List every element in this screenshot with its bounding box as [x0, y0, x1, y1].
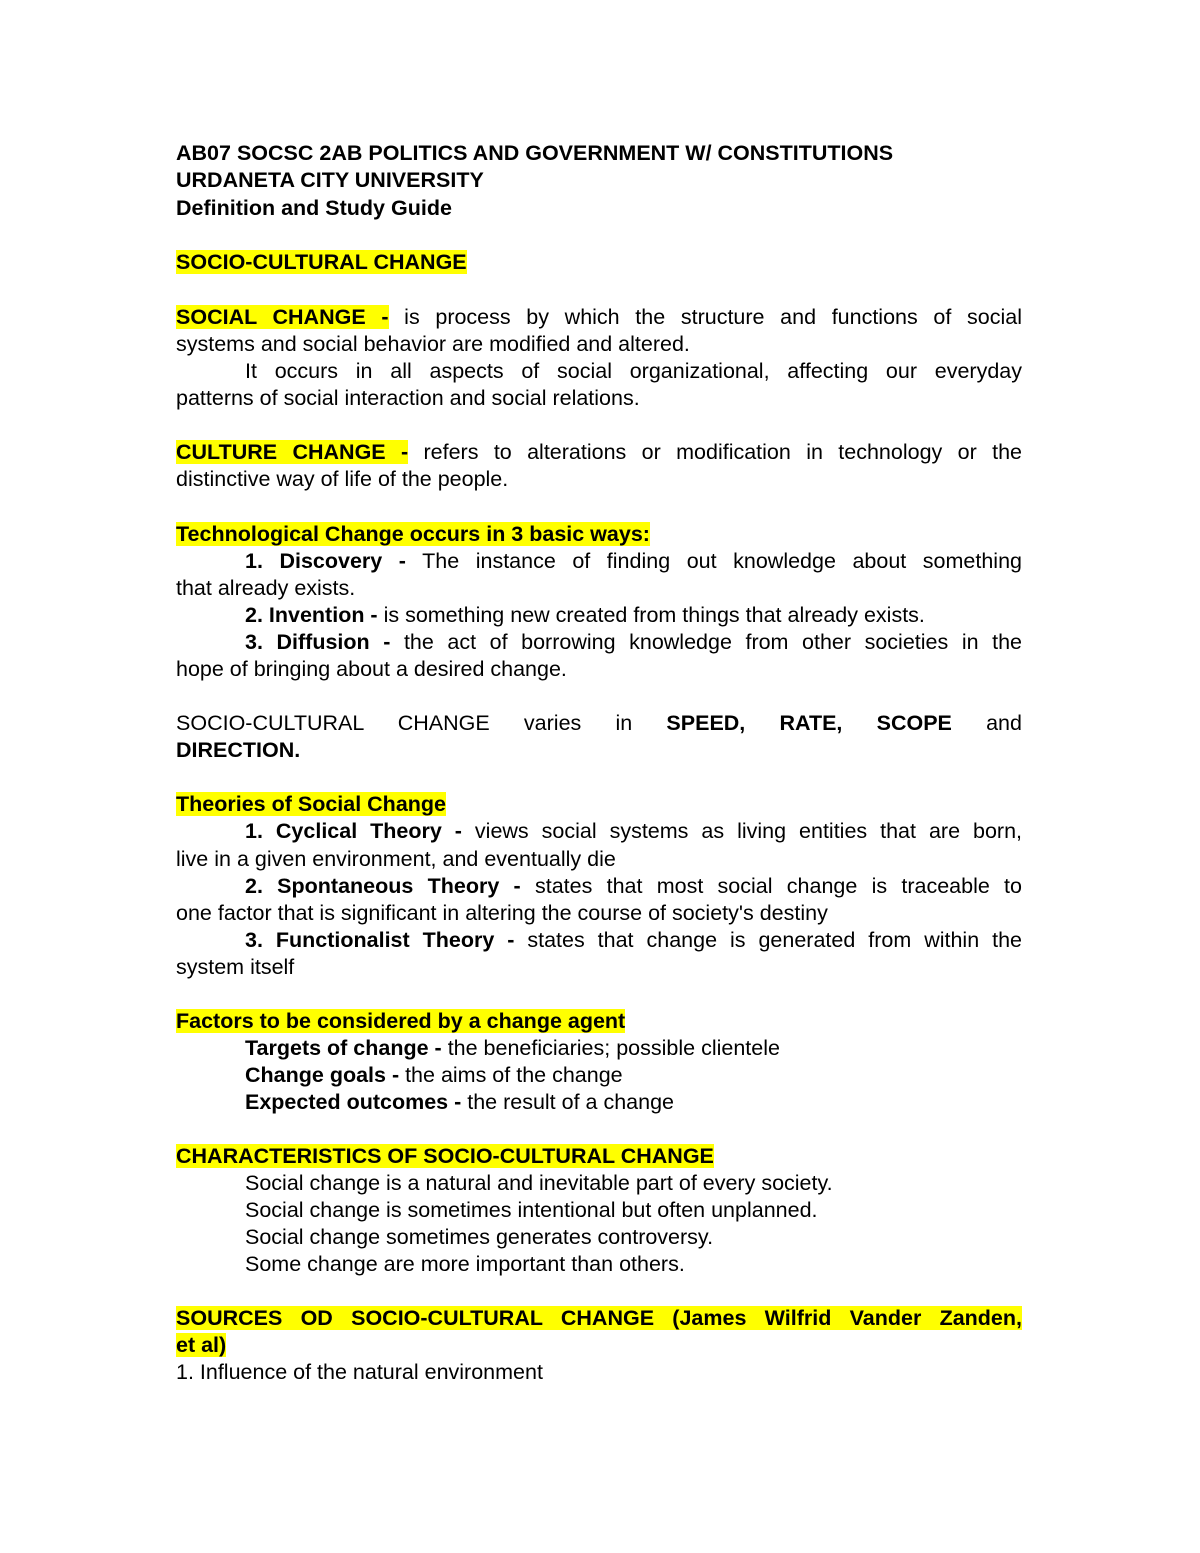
course-title: AB07 SOCSC 2AB POLITICS AND GOVERNMENT W/ CONSTITUTIONS	[176, 141, 894, 165]
tech-item-invention: 2. Invention - is something new created from things that already exists.	[245, 603, 925, 627]
social-change-term: SOCIAL CHANGE -	[176, 305, 389, 329]
sources-item: 1. Influence of the natural environment	[176, 1360, 543, 1384]
tech-item-diffusion-line-2: hope of bringing about a desired change.	[176, 657, 567, 681]
culture-change-definition: CULTURE CHANGE - refers to alterations or modification in technology or the	[176, 440, 1022, 464]
theory-cyclical-line-2: live in a given environment, and eventually die	[176, 847, 616, 871]
characteristics-heading: CHARACTERISTICS OF SOCIO-CULTURAL CHANGE	[176, 1144, 714, 1168]
factor-targets: Targets of change - the beneficiaries; possible clientele	[245, 1036, 780, 1060]
social-change-line-4: patterns of social interaction and social relations.	[176, 386, 640, 410]
theory-spontaneous: 2. Spontaneous Theory - states that most social change is traceable to	[245, 874, 1022, 898]
factor-outcomes: Expected outcomes - the result of a change	[245, 1090, 675, 1114]
factor-goals: Change goals - the aims of the change	[245, 1063, 623, 1087]
tech-item-discovery: 1. Discovery - The instance of finding out knowledge about something	[245, 549, 1023, 573]
characteristic-item: Social change is sometimes intentional but often unplanned.	[245, 1198, 818, 1222]
factors-heading: Factors to be considered by a change agent	[176, 1009, 626, 1033]
varies-direction: DIRECTION.	[176, 738, 301, 762]
tech-item-diffusion: 3. Diffusion - the act of borrowing knowledge from other societies in the	[245, 630, 1023, 654]
theory-spontaneous-line-2: one factor that is significant in altering the course of society's destiny	[176, 901, 828, 925]
social-change-line-3: It occurs in all aspects of social organizational, affecting our everyday	[245, 359, 1022, 383]
characteristic-item: Some change are more important than others.	[245, 1252, 685, 1276]
document-subtitle: Definition and Study Guide	[176, 196, 452, 220]
characteristic-item: Social change sometimes generates controversy.	[245, 1225, 714, 1249]
university-name: URDANETA CITY UNIVERSITY	[176, 168, 484, 192]
sources-heading-line-2: et al)	[176, 1333, 227, 1357]
theory-functionalist-line-2: system itself	[176, 955, 295, 979]
theory-functionalist: 3. Functionalist Theory - states that change is generated from within the	[245, 928, 1022, 952]
social-change-definition: SOCIAL CHANGE - is process by which the structure and functions of social	[176, 305, 1022, 329]
sources-heading: SOURCES OD SOCIO-CULTURAL CHANGE (James Wilfrid Vander Zanden,	[176, 1306, 1022, 1330]
social-change-line-2: systems and social behavior are modified and altered.	[176, 332, 690, 356]
section-heading: SOCIO-CULTURAL CHANGE	[176, 250, 467, 274]
culture-change-line-2: distinctive way of life of the people.	[176, 467, 509, 491]
culture-change-term: CULTURE CHANGE -	[176, 440, 409, 464]
varies-statement: SOCIO-CULTURAL CHANGE varies in SPEED, RATE, SCOPE and	[176, 711, 1022, 735]
characteristic-item: Social change is a natural and inevitable part of every society.	[245, 1171, 833, 1195]
tech-change-heading: Technological Change occurs in 3 basic ways:	[176, 522, 650, 546]
theory-cyclical: 1. Cyclical Theory - views social systems as living entities that are born,	[245, 819, 1022, 843]
theories-heading: Theories of Social Change	[176, 792, 446, 816]
tech-item-discovery-line-2: that already exists.	[176, 576, 356, 600]
